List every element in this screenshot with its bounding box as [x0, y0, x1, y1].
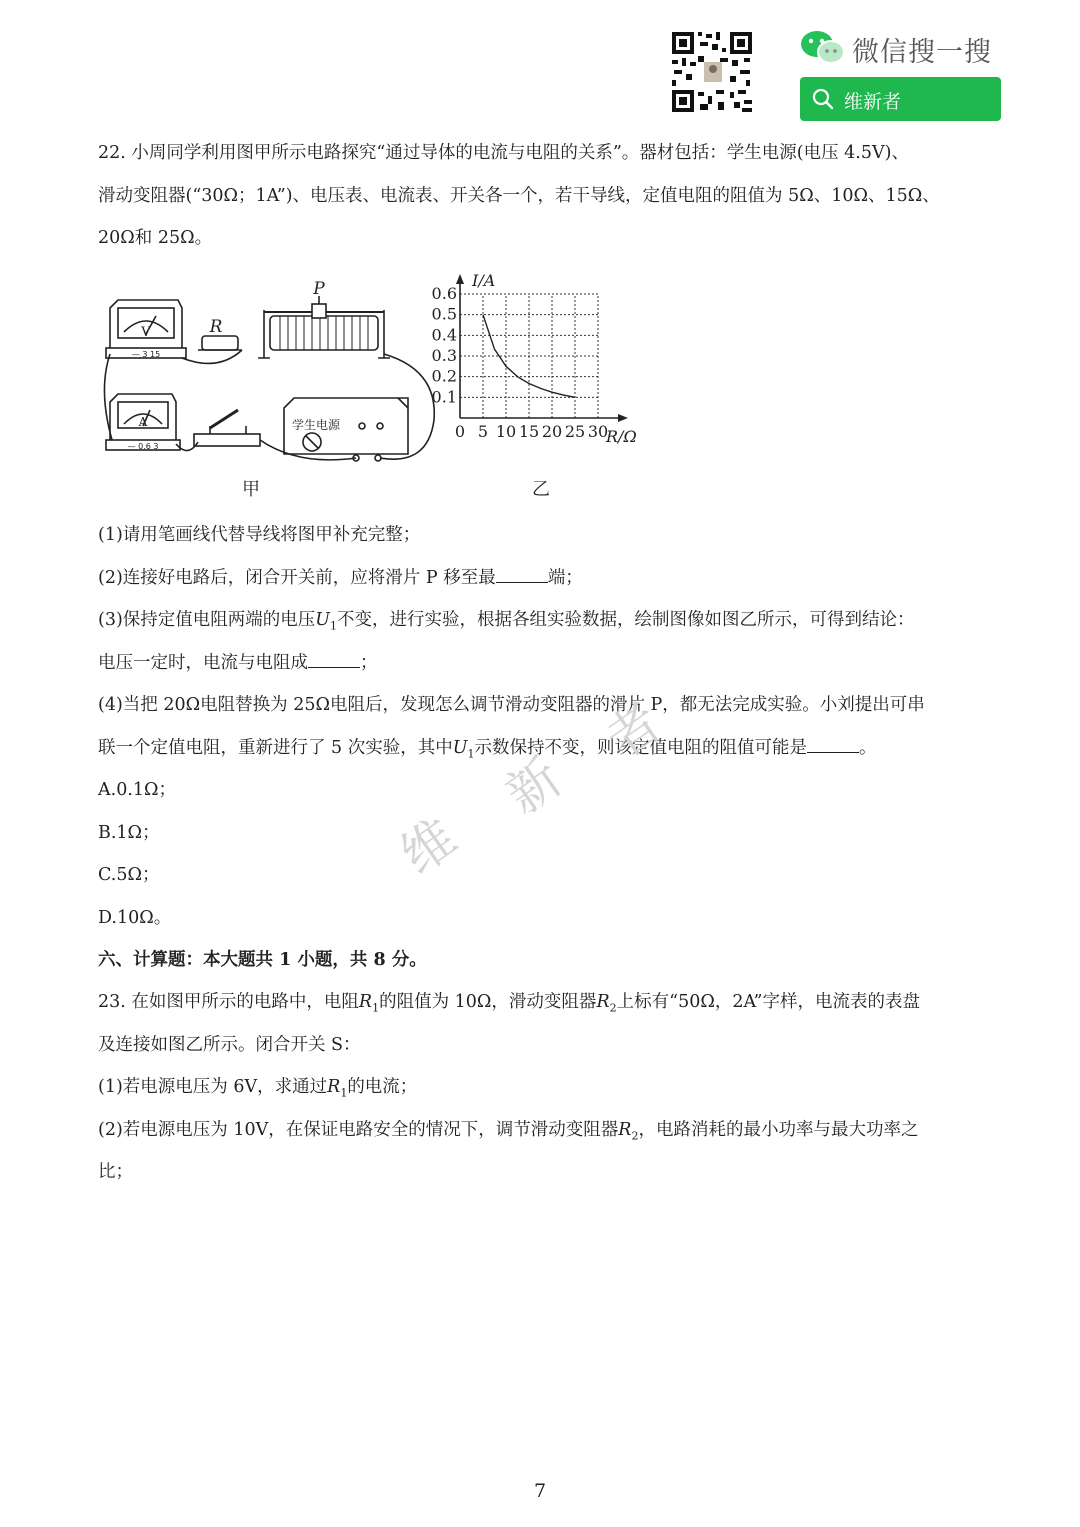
y-tick-label: 0.4: [431, 325, 457, 345]
circuit-figure-jia: [98, 280, 443, 470]
power-supply-label: 学生电源: [292, 418, 341, 432]
x-tick-label: 20: [541, 422, 563, 441]
resistor-label-r: R: [209, 317, 223, 337]
qr-code: [670, 30, 754, 114]
voltmeter-terminals: — 3 15: [131, 350, 161, 359]
q23-part1: (1)若电源电压为 6V，求通过$R_1$的电流；: [98, 1077, 418, 1100]
voltmeter-label: V: [141, 325, 151, 340]
search-button-label: 维新者: [844, 91, 902, 113]
y-tick-label: 0.1: [431, 387, 457, 407]
y-tick-label: 0.3: [431, 346, 457, 365]
q22-line3: 20Ω和 25Ω。: [98, 228, 213, 248]
x-tick-label: 0: [454, 422, 466, 441]
q22-part3: (3)保持定值电阻两端的电压$U_1$不变，进行实验，根据各组实验数据，绘制图像如图乙所示，可得到结论：: [98, 610, 915, 633]
q22-part4-cont: 联一个定值电阻，重新进行了 5 次实验，其中$U_1$示数保持不变，则该定值电阻的阻值可能是 。: [98, 738, 877, 761]
q23-line2: 及连接如图乙所示。闭合开关 S：: [98, 1035, 361, 1055]
y-tick-label: 0.2: [431, 366, 457, 386]
option-b: B.1Ω；: [98, 823, 160, 843]
y-axis-label: I/A: [472, 271, 496, 290]
wechat-search-button[interactable]: [800, 77, 1001, 121]
x-tick-label: 25: [564, 422, 586, 441]
ammeter-terminals: — 0.6 3: [127, 442, 159, 451]
rheostat-label-p: P: [313, 280, 325, 299]
q23-part2: (2)若电源电压为 10V，在保证电路安全的情况下，调节滑动变阻器$R_2$，电路消耗的最小功率与最大功率之: [98, 1120, 919, 1143]
option-c: C.5Ω；: [98, 865, 160, 885]
figure-jia-caption: 甲: [242, 479, 260, 500]
y-axis-arrow: [456, 274, 464, 284]
x-axis-label: R/Ω: [606, 427, 637, 446]
q22-part1: (1)请用笔画线代替导线将图甲补充完整；: [98, 525, 421, 545]
page-number: 7: [533, 1480, 547, 1502]
option-a: A.0.1Ω；: [98, 780, 177, 800]
figure-yi-caption: 乙: [532, 479, 550, 500]
wechat-search-title: 微信搜一搜: [852, 37, 992, 68]
answer-blank[interactable]: [807, 736, 859, 753]
section-heading: 六、计算题：本大题共 1 小题，共 8 分。: [98, 950, 427, 970]
q22-part2: (2)连接好电路后，闭合开关前，应将滑片 P 移至最 端；: [98, 568, 583, 588]
x-axis-arrow: [618, 414, 628, 422]
y-tick-label: 0.5: [431, 304, 457, 324]
watermark-char: 者: [595, 692, 673, 772]
x-tick-label: 5: [477, 422, 489, 441]
search-icon: [812, 88, 834, 110]
answer-blank[interactable]: [308, 651, 360, 668]
q22-line1: 22. 小周同学利用图甲所示电路探究“通过导体的电流与电阻的关系”。器材包括：学生电源(电压 4.5V)、: [98, 143, 909, 163]
wechat-logo-icon: [800, 30, 846, 66]
y-tick-label: 0.6: [431, 284, 457, 303]
watermark-char: 新: [495, 747, 573, 827]
x-tick-label: 10: [495, 422, 517, 441]
option-d: D.10Ω。: [98, 908, 172, 928]
answer-blank[interactable]: [496, 566, 548, 583]
q22-part4: (4)当把 20Ω电阻替换为 25Ω电阻后，发现怎么调节滑动变阻器的滑片 P，都无法完成实验。小刘提出可串: [98, 695, 925, 715]
q23-line1: 23. 在如图甲所示的电路中，电阻$R_1$的阻值为 10Ω，滑动变阻器$R_2$上标有“50Ω，2A”字样，电流表的表盘: [98, 992, 920, 1015]
x-tick-label: 30: [587, 422, 609, 441]
ammeter-label: A: [138, 415, 148, 429]
q22-line2: 滑动变阻器(“30Ω；1A”)、电压表、电流表、开关各一个，若干导线，定值电阻的阻值为 5Ω、10Ω、15Ω、: [98, 186, 940, 206]
watermark-char: 维: [390, 807, 468, 887]
chart-figure-yi: [425, 270, 655, 455]
q22-part3-cont: 电压一定时，电流与电阻成 ；: [98, 653, 378, 673]
x-tick-label: 15: [518, 422, 540, 441]
q23-part2-cont: 比；: [98, 1162, 133, 1182]
